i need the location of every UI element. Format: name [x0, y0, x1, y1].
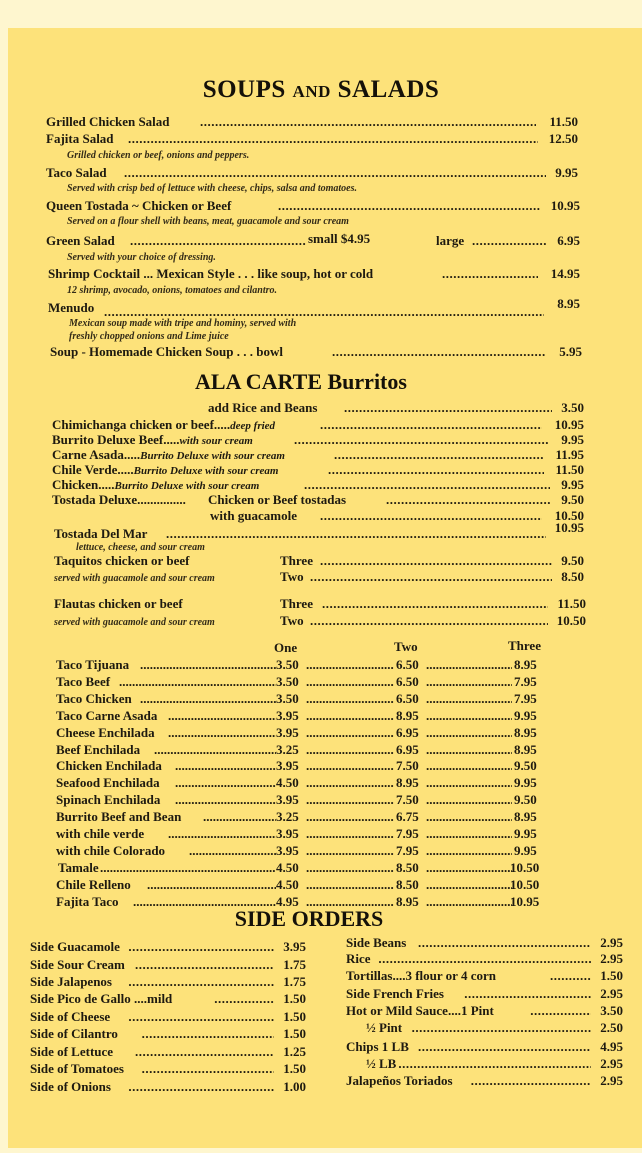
item-price: 2.95: [600, 1056, 623, 1071]
leader-dots: [166, 526, 546, 542]
leader-dots: [418, 935, 591, 951]
item-price: 9.50: [561, 553, 584, 568]
menu-item: [280, 613, 586, 629]
flautas-three: Three: [280, 596, 313, 611]
item-label: Burrito Deluxe Beef.....: [52, 432, 180, 447]
price-two: 6.50: [396, 657, 419, 672]
item-label: Chips 1 LB: [346, 1039, 409, 1054]
price-two: 8.95: [396, 894, 419, 909]
item-label: Tostada Deluxe...............: [52, 492, 186, 507]
leader-dots: [320, 553, 552, 569]
item-price: 3.50: [600, 1003, 623, 1018]
leader-dots: [426, 691, 512, 707]
leader-dots: [130, 233, 306, 249]
leader-dots: [310, 613, 548, 629]
item-label: Green Salad: [46, 233, 115, 248]
item-label: Side Pico de Gallo ....mild: [30, 991, 173, 1006]
leader-dots: [306, 691, 394, 707]
item-label: Menudo: [48, 300, 95, 315]
price-three: 10.95: [510, 894, 540, 909]
item-price: 2.95: [600, 1073, 623, 1088]
price-two: 6.95: [396, 725, 419, 740]
leader-dots: [426, 708, 512, 724]
leader-dots: [294, 432, 548, 448]
soups-salads-title: [0, 76, 642, 104]
table-row-label: Chile Relleno: [56, 877, 131, 892]
side-order-item: [346, 1003, 623, 1019]
side-order-item: [30, 939, 306, 955]
price-three: 10.50: [510, 860, 540, 875]
leader-dots: [203, 809, 276, 825]
item-price: 3.50: [561, 400, 584, 415]
leader-dots: [472, 233, 546, 249]
leader-dots: [147, 877, 276, 893]
price-two: 6.95: [396, 742, 419, 757]
title-and: AND: [292, 82, 331, 101]
leader-dots: [306, 758, 394, 774]
leader-dots: [168, 826, 276, 842]
item-price: 1.00: [283, 1079, 306, 1094]
menu-item: [52, 492, 584, 508]
leader-dots: [332, 344, 546, 360]
menu-item: [46, 233, 580, 249]
table-row-label: with chile verde: [56, 826, 145, 841]
item-label: Side of Tomatoes: [30, 1061, 124, 1076]
item-price: 8.50: [561, 569, 584, 584]
item-label: Two: [280, 613, 304, 628]
item-price: 2.50: [600, 1020, 623, 1035]
item-label: Side Sour Cream: [30, 957, 125, 972]
leader-dots: [426, 809, 512, 825]
leader-dots: [550, 968, 591, 984]
leader-dots: [418, 1039, 591, 1055]
item-label: Side Guacamole: [30, 939, 120, 954]
item-note: with sour cream: [179, 435, 253, 447]
leader-dots: [306, 657, 394, 673]
item-price: 11.95: [555, 447, 584, 462]
table-row-label: Chicken Enchilada: [56, 758, 162, 773]
item-price: 10.50: [556, 613, 586, 628]
item-label: Two: [280, 569, 304, 584]
price-three: 9.95: [514, 775, 537, 790]
item-price: 9.95: [561, 477, 584, 492]
price-two: 8.50: [396, 860, 419, 875]
leader-dots: [124, 165, 546, 181]
price-three: 9.50: [514, 758, 537, 773]
menu-item: [48, 296, 580, 316]
item-label: Flautas chicken or beef: [54, 596, 183, 611]
item-price: 2.95: [600, 951, 623, 966]
side-order-item: [346, 1039, 623, 1055]
price-two: 6.50: [396, 674, 419, 689]
leader-dots: [168, 708, 276, 724]
side-order-item: [30, 957, 306, 973]
leader-dots: [142, 1026, 274, 1042]
item-note: Burrito Deluxe with sour cream: [114, 480, 260, 492]
tostada-deluxe-option: Chicken or Beef tostadas: [208, 492, 347, 507]
item-price: 1.50: [283, 1061, 306, 1076]
price-three: 9.95: [514, 843, 537, 858]
title-soups: SOUPS: [202, 76, 286, 103]
item-label: Side Beans: [346, 935, 407, 950]
leader-dots: [128, 131, 538, 147]
item-label: Rice: [346, 951, 371, 966]
item-description: served with guacamole and sour cream: [54, 617, 215, 628]
menu-item: [54, 520, 584, 541]
leader-dots: [426, 843, 512, 859]
leader-dots: [175, 792, 276, 808]
table-row-label: Fajita Taco: [56, 894, 119, 909]
item-description: freshly chopped onions and Lime juice: [69, 331, 229, 342]
item-price: 4.95: [600, 1039, 623, 1054]
price-three: 8.95: [514, 725, 537, 740]
price-three: 9.50: [514, 792, 537, 807]
menu-item: [46, 165, 578, 181]
leader-dots: [168, 725, 276, 741]
leader-dots: [306, 708, 394, 724]
price-one: 3.50: [276, 674, 299, 689]
leader-dots: [426, 674, 512, 690]
leader-dots: [306, 877, 394, 893]
leader-dots: [426, 877, 512, 893]
leader-dots: [328, 462, 544, 478]
leader-dots: [322, 596, 548, 612]
item-price: 11.50: [555, 462, 584, 477]
item-description: Served on a flour shell with beans, meat, guacamole and sour cream: [67, 216, 349, 227]
price-one: 3.50: [276, 657, 299, 672]
item-label: ½ Pint: [366, 1020, 403, 1035]
item-label: Taquitos chicken or beef: [54, 553, 190, 568]
price-two: 8.50: [396, 877, 419, 892]
side-order-item: [346, 986, 623, 1002]
leader-dots: [100, 860, 276, 876]
leader-dots: [426, 775, 512, 791]
side-order-item: [366, 1020, 623, 1036]
price-one: 3.95: [276, 708, 299, 723]
leader-dots: [386, 492, 550, 508]
leader-dots: [426, 826, 512, 842]
item-price: 6.95: [557, 233, 580, 248]
price-one: 4.50: [276, 775, 299, 790]
price-two: 8.95: [396, 775, 419, 790]
price-one: 3.95: [276, 792, 299, 807]
price-three: 9.95: [514, 708, 537, 723]
price-three: 10.50: [510, 877, 540, 892]
table-row-label: Seafood Enchilada: [56, 775, 160, 790]
price-two: 7.50: [396, 792, 419, 807]
side-orders-title: SIDE ORDERS: [234, 906, 384, 931]
menu-item: [54, 596, 586, 612]
leader-dots: [306, 809, 394, 825]
item-label: Shrimp Cocktail ... Mexican Style . . . like soup, hot or cold: [48, 266, 374, 281]
col-header-three: Three: [508, 638, 541, 653]
table-row-label: Taco Chicken: [56, 691, 132, 706]
item-price: 1.75: [283, 957, 306, 972]
price-one: 4.50: [276, 860, 299, 875]
leader-dots: [214, 991, 274, 1007]
table-row-label: Taco Tijuana: [56, 657, 130, 672]
leader-dots: [189, 843, 276, 859]
side-order-item: [30, 1044, 306, 1060]
leader-dots: [306, 725, 394, 741]
col-header-two: Two: [394, 639, 418, 654]
menu-item: [54, 553, 584, 569]
side-order-item: [346, 935, 623, 951]
price-one: 3.95: [276, 758, 299, 773]
item-label: Soup - Homemade Chicken Soup . . . bowl: [50, 344, 283, 359]
item-label: Fajita Salad: [46, 131, 114, 146]
item-label: Chicken.....: [52, 477, 115, 492]
side-order-item: [30, 974, 306, 990]
menu-item: [52, 417, 584, 433]
leader-dots: [140, 657, 276, 673]
leader-dots: [154, 742, 276, 758]
burritos-title: ALA CARTE Burritos: [195, 369, 407, 394]
price-one: 3.25: [276, 742, 299, 757]
price-one: 3.50: [276, 691, 299, 706]
price-one: 3.95: [276, 725, 299, 740]
table-row-label: Taco Beef: [56, 674, 111, 689]
item-label: Taco Salad: [46, 165, 107, 180]
menu-item: [46, 114, 578, 130]
leader-dots: [344, 400, 552, 416]
item-description: Grilled chicken or beef, onions and peppers.: [67, 150, 250, 161]
item-label: Side of Onions: [30, 1079, 111, 1094]
item-price: 12.50: [548, 131, 578, 146]
item-label: Side of Lettuce: [30, 1044, 114, 1059]
side-order-item: [346, 968, 623, 984]
item-label: Hot or Mild Sauce....1 Pint: [346, 1003, 494, 1018]
item-price: 1.50: [283, 991, 306, 1006]
item-price: 10.50: [554, 508, 584, 523]
leader-dots: [426, 742, 512, 758]
leader-dots: [306, 860, 394, 876]
leader-dots: [142, 1061, 274, 1077]
price-one: 3.25: [276, 809, 299, 824]
leader-dots: [306, 775, 394, 791]
item-label: Side French Fries: [346, 986, 444, 1001]
taquitos-three: Three: [280, 553, 313, 568]
price-one: 3.95: [276, 826, 299, 841]
item-description: Served with your choice of dressing.: [67, 252, 216, 263]
table-row-label: Spinach Enchilada: [56, 792, 161, 807]
menu-item: [52, 462, 584, 478]
green-salad-large: large: [436, 233, 465, 248]
item-price: 2.95: [600, 935, 623, 950]
side-order-item: [346, 1073, 623, 1089]
price-three: 7.95: [514, 691, 537, 706]
price-three: 8.95: [514, 742, 537, 757]
col-header-one: One: [274, 640, 298, 655]
item-price: 1.75: [283, 974, 306, 989]
item-price: 8.95: [557, 296, 580, 311]
side-order-item: [30, 1026, 306, 1042]
leader-dots: [306, 792, 394, 808]
table-row-label: with chile Colorado: [56, 843, 166, 858]
item-price: 1.50: [283, 1009, 306, 1024]
leader-dots: [530, 1003, 591, 1019]
leader-dots: [135, 1044, 274, 1060]
price-two: 7.95: [396, 826, 419, 841]
leader-dots: [128, 974, 274, 990]
item-price: 1.50: [283, 1026, 306, 1041]
leader-dots: [306, 742, 394, 758]
item-price: 2.95: [600, 986, 623, 1001]
leader-dots: [310, 569, 552, 585]
item-price: 10.95: [554, 417, 584, 432]
item-label: Tortillas....3 flour or 4 corn: [346, 968, 496, 983]
item-price: 1.25: [283, 1044, 306, 1059]
price-one: 4.50: [276, 877, 299, 892]
leader-dots: [306, 843, 394, 859]
leader-dots: [398, 1056, 591, 1072]
table-row-label: Beef Enchilada: [56, 742, 141, 757]
item-price: 11.50: [549, 114, 578, 129]
leader-dots: [175, 758, 276, 774]
price-three: 8.95: [514, 657, 537, 672]
green-salad-small: small $4.95: [308, 231, 371, 246]
leader-dots: [426, 758, 512, 774]
leader-dots: [334, 447, 544, 463]
item-price: 10.95: [550, 198, 580, 213]
item-label: Tostada Del Mar: [54, 526, 148, 541]
price-one: 3.95: [276, 843, 299, 858]
item-price: 9.50: [561, 492, 584, 507]
item-note: deep fried: [230, 420, 276, 432]
item-price: 3.95: [283, 939, 306, 954]
side-order-item: [366, 1056, 623, 1072]
item-label: Queen Tostada ~ Chicken or Beef: [46, 198, 232, 213]
leader-dots: [412, 1020, 591, 1036]
item-description: lettuce, cheese, and sour cream: [76, 542, 205, 553]
leader-dots: [200, 114, 536, 130]
leader-dots: [140, 691, 276, 707]
leader-dots: [119, 674, 276, 690]
menu-item: [46, 198, 580, 214]
price-two: 8.95: [396, 708, 419, 723]
item-price: 14.95: [550, 266, 580, 281]
item-label: Jalapeños Toriados: [346, 1073, 453, 1088]
side-order-item: [30, 991, 306, 1007]
item-description: Served with crisp bed of lettuce with cheese, chips, salsa and tomatoes.: [67, 183, 357, 194]
item-price: 9.95: [561, 432, 584, 447]
menu-item: [52, 432, 584, 448]
menu-item: [50, 344, 582, 360]
price-two: 7.50: [396, 758, 419, 773]
side-order-item: [30, 1079, 306, 1095]
leader-dots: [426, 657, 512, 673]
price-two: 6.75: [396, 809, 419, 824]
leader-dots: [471, 1073, 591, 1089]
price-three: 7.95: [514, 674, 537, 689]
menu-item: [46, 131, 578, 147]
item-description: served with guacamole and sour cream: [54, 573, 215, 584]
item-label: Carne Asada.....: [52, 447, 141, 462]
menu-item: [52, 447, 584, 463]
item-note: Burrito Deluxe with sour cream: [140, 450, 285, 462]
table-row-label: Taco Carne Asada: [56, 708, 158, 723]
leader-dots: [320, 417, 542, 433]
leader-dots: [306, 674, 394, 690]
item-price: 9.95: [555, 165, 578, 180]
leader-dots: [426, 725, 512, 741]
item-price: 5.95: [559, 344, 582, 359]
price-two: 7.95: [396, 843, 419, 858]
table-row-label: Cheese Enchilada: [56, 725, 155, 740]
table-row-label: Tamale: [58, 860, 99, 875]
item-price: 10.95: [554, 520, 584, 535]
title-salads: SALADS: [337, 76, 440, 103]
leader-dots: [442, 266, 538, 282]
item-note: Burrito Deluxe with sour cream: [133, 465, 279, 477]
leader-dots: [306, 826, 394, 842]
side-order-item: [30, 1061, 306, 1077]
item-label: Side of Cheese: [30, 1009, 111, 1024]
item-label: ½ LB: [366, 1056, 397, 1071]
leader-dots: [378, 951, 591, 967]
item-description: Mexican soup made with tripe and hominy, served with: [69, 318, 297, 329]
leader-dots: [304, 477, 550, 493]
side-order-item: [346, 951, 623, 967]
table-row-label: Burrito Beef and Bean: [56, 809, 182, 824]
price-three: 8.95: [514, 809, 537, 824]
item-label: Side Jalapenos: [30, 974, 112, 989]
leader-dots: [128, 1009, 274, 1025]
menu-item: [48, 266, 580, 282]
item-label: Chimichanga chicken or beef.....: [52, 417, 231, 432]
item-label: add Rice and Beans: [208, 400, 318, 415]
price-three: 9.95: [514, 826, 537, 841]
leader-dots: [426, 792, 512, 808]
price-one: 4.95: [276, 894, 299, 909]
item-label: with guacamole: [210, 508, 298, 523]
menu-item: [52, 477, 584, 493]
item-description: 12 shrimp, avocado, onions, tomatoes and cilantro.: [67, 285, 278, 296]
item-label: Chile Verde.....: [52, 462, 134, 477]
leader-dots: [135, 957, 274, 973]
price-two: 6.50: [396, 691, 419, 706]
menu-item: [280, 569, 584, 585]
leader-dots: [128, 1079, 274, 1095]
leader-dots: [128, 939, 274, 955]
item-price: 1.50: [600, 968, 623, 983]
leader-dots: [278, 198, 540, 214]
leader-dots: [464, 986, 591, 1002]
side-order-item: [30, 1009, 306, 1025]
item-label: Side of Cilantro: [30, 1026, 118, 1041]
item-price: 11.50: [557, 596, 586, 611]
item-label: Grilled Chicken Salad: [46, 114, 170, 129]
leader-dots: [175, 775, 276, 791]
menu-item: [208, 400, 584, 416]
leader-dots: [426, 860, 512, 876]
